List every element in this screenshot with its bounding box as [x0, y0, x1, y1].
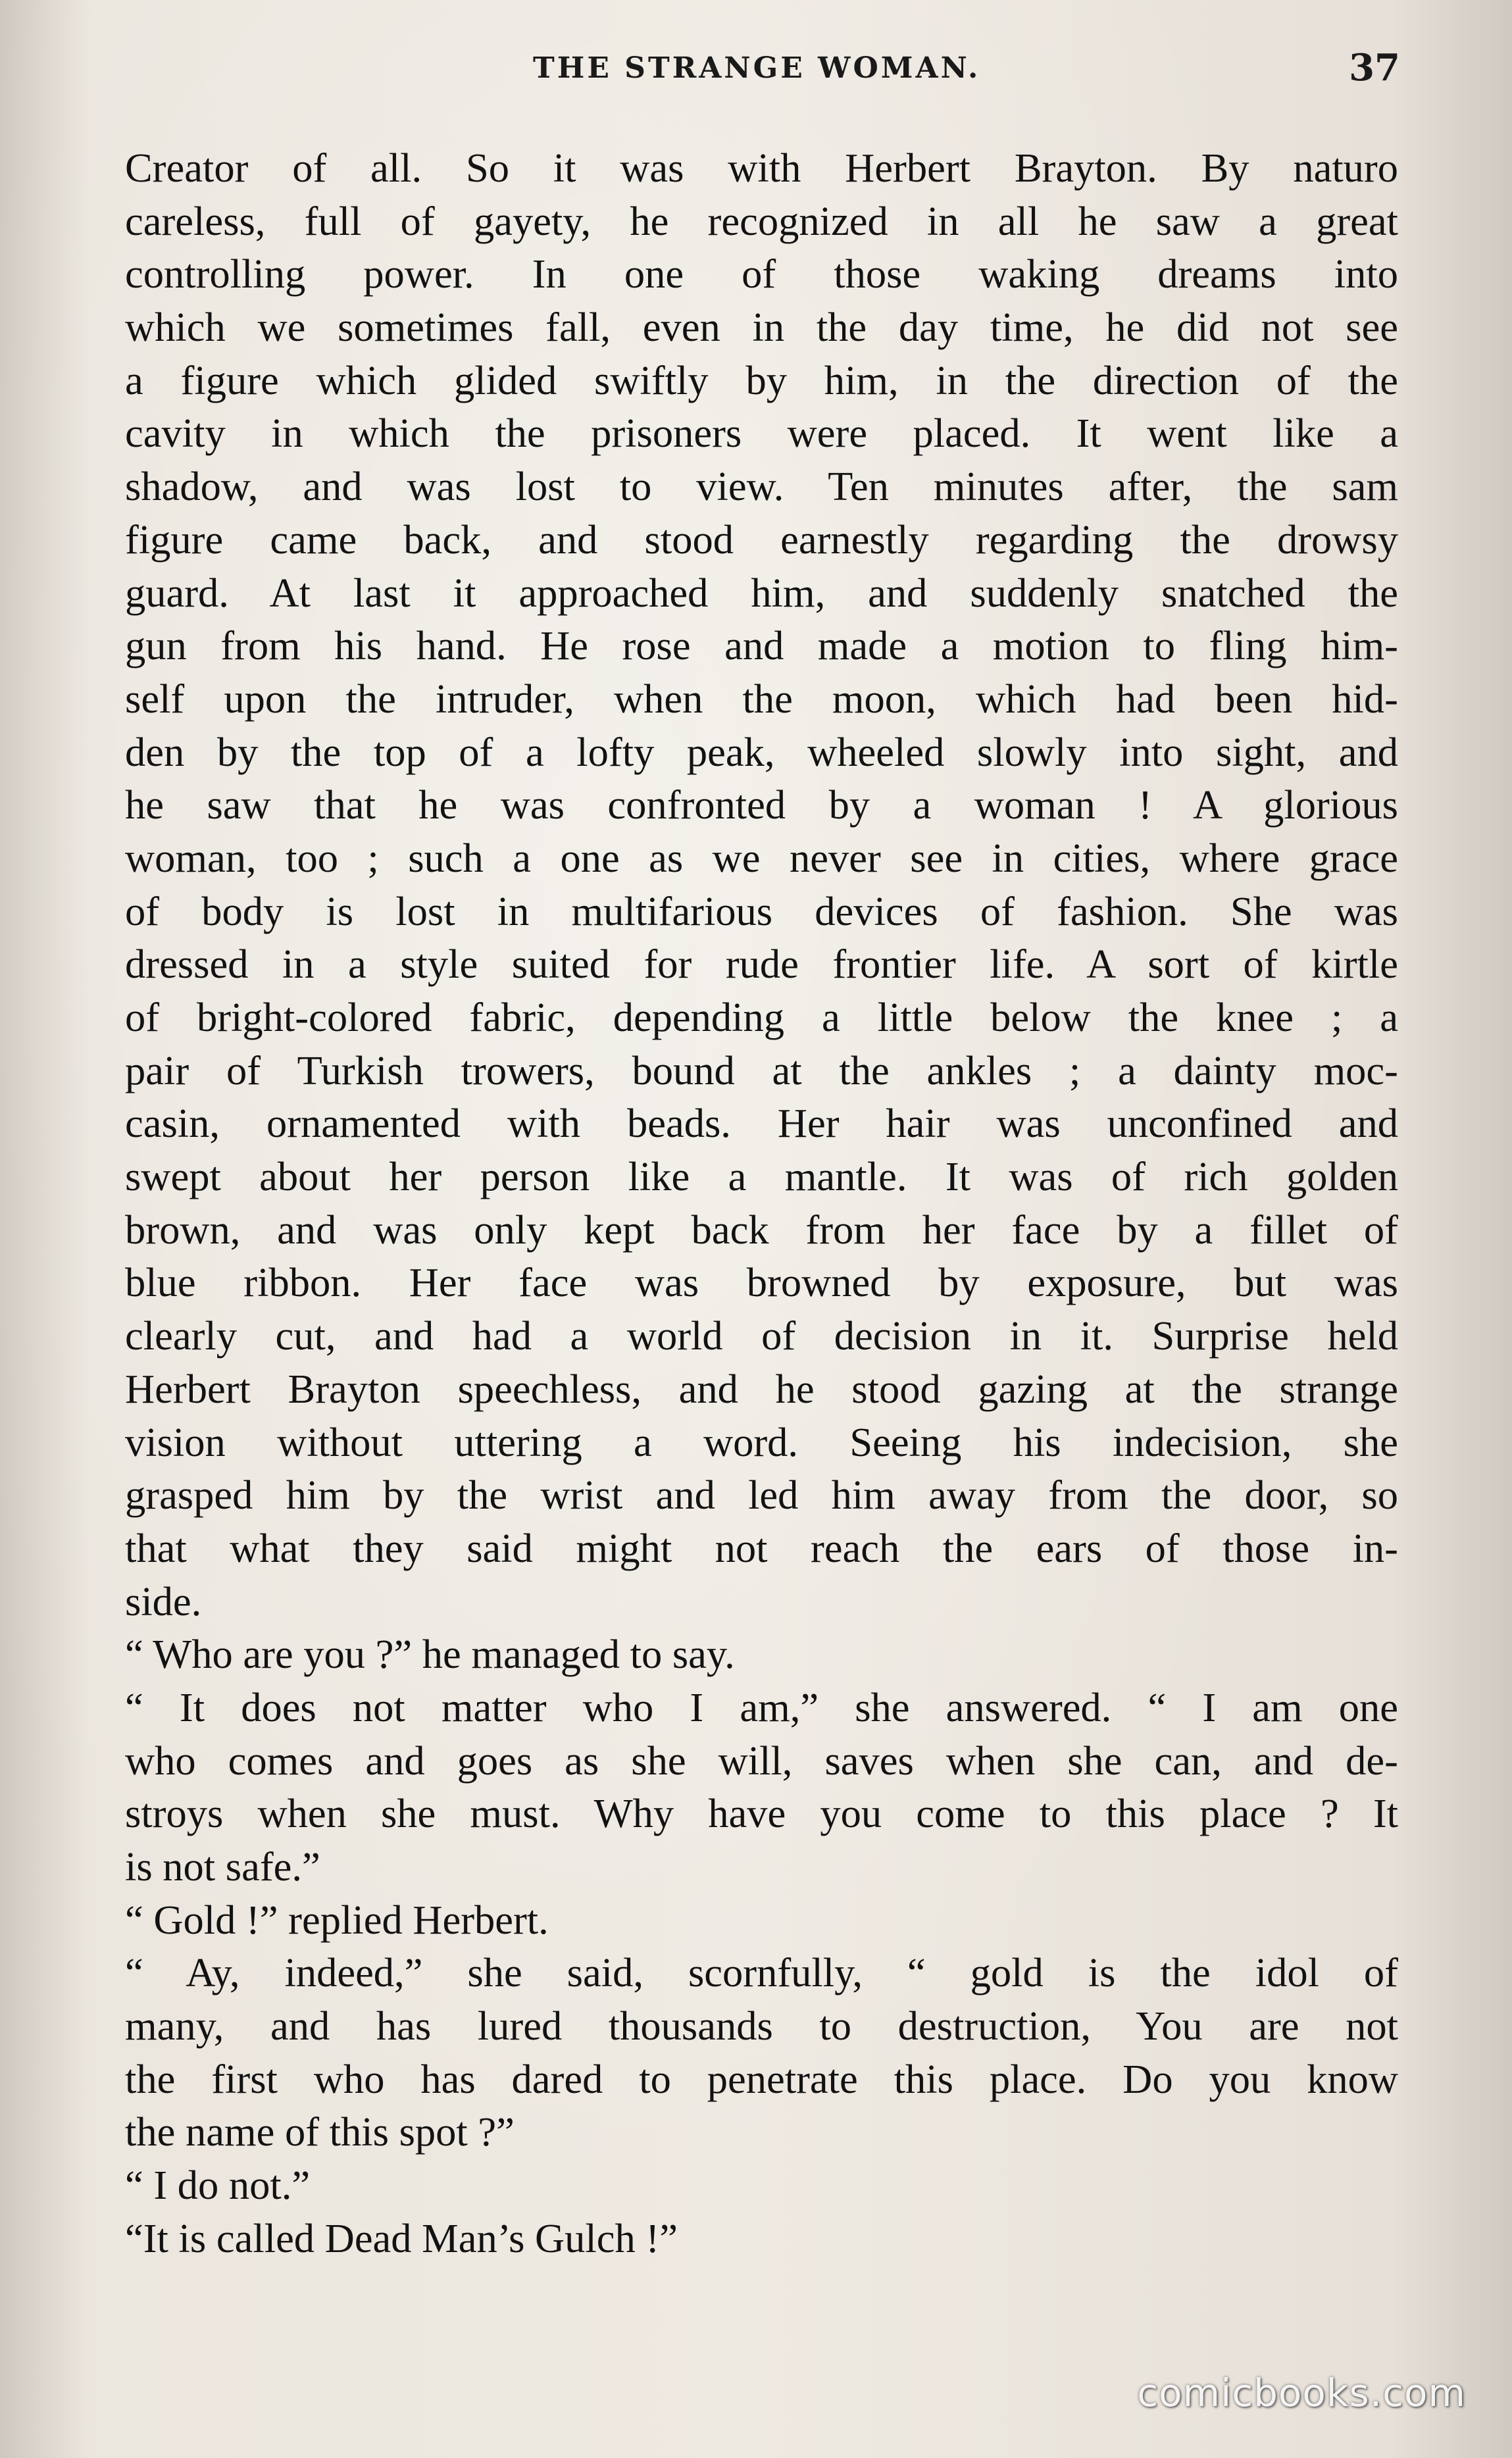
text-line: careless, full of gayety, he recognized in all he saw a great [125, 197, 1398, 244]
text-line: vision without uttering a word. Seeing his indecision, she [125, 1418, 1398, 1465]
text-line: side. [125, 1578, 202, 1624]
body-text [125, 141, 1398, 2265]
text-line: clearly cut, and had a world of decision in it. Surprise held [125, 1313, 1398, 1359]
text-line: Creator of all. So it was with Herbert Brayton. By naturo [125, 145, 1398, 191]
text-line: den by the top of a lofty peak, wheeled slowly into sight, and [125, 728, 1398, 775]
text-line: gun from his hand. He rose and made a motion to fling him- [125, 622, 1398, 669]
text-line: a figure which glided swiftly by him, in the direction of the [125, 357, 1398, 403]
text-line: “ Gold !” replied Herbert. [125, 1896, 549, 1943]
text-line: brown, and was only kept back from her face by a fillet of [125, 1206, 1398, 1253]
text-line: of body is lost in multifarious devices of fashion. She was [125, 888, 1398, 934]
text-line: shadow, and was lost to view. Ten minutes after, the sam [125, 463, 1398, 510]
watermark: comicbooks.com [1137, 2370, 1466, 2415]
text-line: Herbert Brayton speechless, and he stood gazing at the strange [125, 1365, 1398, 1412]
text-line: “It is called Dead Man’s Gulch !” [125, 2215, 678, 2261]
text-line: pair of Turkish trowers, bound at the ankles ; a dainty moc- [125, 1047, 1398, 1093]
text-line: that what they said might not reach the ears of those in- [125, 1524, 1398, 1571]
text-line: the first who has dared to penetrate this place. Do you know [125, 2055, 1398, 2102]
text-line: “ Who are you ?” he managed to say. [125, 1631, 735, 1678]
text-line: cavity in which the prisoners were placed. It went like a [125, 410, 1398, 457]
page-number: 37 [1349, 46, 1400, 89]
running-title: THE STRANGE WOMAN. [533, 51, 981, 85]
text-line: controlling power. In one of those waking dreams into [125, 251, 1398, 297]
text-line: blue ribbon. Her face was browned by exposure, but was [125, 1259, 1398, 1306]
text-line: which we sometimes fall, even in the day time, he did not see [125, 304, 1398, 351]
text-line: “ Ay, indeed,” she said, scornfully, “ gold is the idol of [125, 1949, 1398, 1996]
text-line: swept about her person like a mantle. It was of rich golden [125, 1153, 1398, 1200]
text-line: “ I do not.” [125, 2162, 311, 2209]
text-line: he saw that he was confronted by a woman ! A glorious [125, 782, 1398, 828]
text-line: many, and has lured thousands to destruction, You are not [125, 2003, 1398, 2049]
text-line: who comes and goes as she will, saves when she can, and de- [125, 1737, 1398, 1784]
text-line: casin, ornamented with beads. Her hair was unconfined and [125, 1100, 1398, 1147]
text-line: “ It does not matter who I am,” she answered. “ I am one [125, 1684, 1398, 1730]
text-line: figure came back, and stood earnestly regarding the drowsy [125, 516, 1398, 563]
text-line: grasped him by the wrist and led him away from the door, so [125, 1472, 1398, 1518]
text-line: self upon the intruder, when the moon, which had been hid- [125, 675, 1398, 722]
text-line: dressed in a style suited for rude frontier life. A sort of kirtle [125, 941, 1398, 988]
page-header [0, 46, 1512, 99]
text-line: guard. At last it approached him, and suddenly snatched the [125, 569, 1398, 616]
text-line: of bright-colored fabric, depending a little below the knee ; a [125, 994, 1398, 1040]
text-line: stroys when she must. Why have you come to this place ? It [125, 1790, 1398, 1837]
text-line: the name of this spot ?” [125, 2109, 515, 2155]
text-line: is not safe.” [125, 1844, 320, 1890]
text-line: woman, too ; such a one as we never see in cities, where grace [125, 834, 1398, 881]
